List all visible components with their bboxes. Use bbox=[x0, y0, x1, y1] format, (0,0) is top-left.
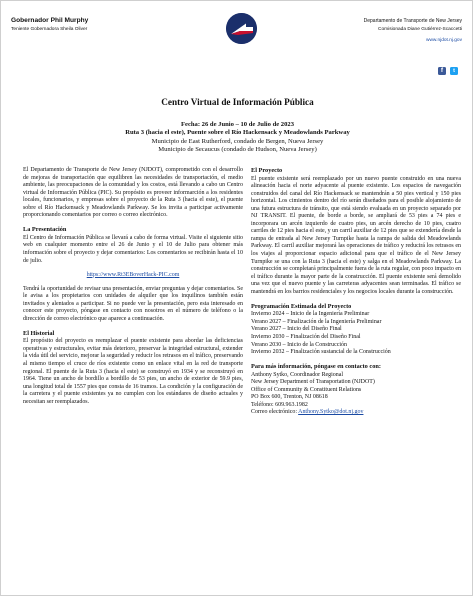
twitter-icon[interactable]: t bbox=[450, 67, 458, 75]
njdot-logo bbox=[226, 13, 257, 44]
contact-name: Anthony Sytko, Coordinador Regional bbox=[251, 371, 344, 378]
schedule-item: Verano 2027 – Finalización de la Ingeniería Preliminar bbox=[251, 318, 382, 325]
municipality-1: Municipio de East Rutherford, condado de Bergen, Nueva Jersey bbox=[151, 137, 324, 145]
presentation-heading: La Presentación bbox=[23, 226, 67, 234]
presentation-link[interactable]: https://www.Rt3EBoverHack-PIC.com bbox=[86, 271, 180, 278]
left-column bbox=[23, 167, 243, 413]
contact-block bbox=[251, 372, 461, 417]
schedule-item: Verano 2030 – Inicio de la Construcción bbox=[251, 341, 347, 348]
history-heading: El Historial bbox=[23, 329, 55, 337]
project-paragraph: El puente existente será reemplazado por un nuevo puente construido en una nueva alineación hacia el norte adyacente al puente existente. Los espacios de navegación construidos del canal del Río Hackensack se mantendrán a 50 pies vertical y 150 pies horizontal. Los cimientos dentro del río serán diseñados para el posible alojamiento de una futura estructura de tránsito, que está siendo evaluada en un proyecto separado por NJ TRANSIT. El puente, de borde a borde, se ampliará de 53 pies a 74 pies e incorporara un arcén izquierdo de cuatro pies, un arcén derecho de 10 pies, cuatro carriles de 12 pies hacia el este, y un carril auxiliar de 12 pies que se extendería desde la rampa de entrada al New Jersey Turnpike hasta la rampa de salida del Meadowlands Parkway. El carril auxiliar mejorará las operaciones de tráfico y reducirá los retrasos en los viajes al proporcionar espacio adicional para que el tráfico de el New Jersey Turnpike se una con la Ruta 3 (hacia el este) y salga en el Meadowlands Parkway. La construcción se completará principalmente fuera de la ruta regular, con poco impacto en el tráfico durante la mayor parte de la construcción. El puente existente será demolido una vez que el nuevo puente y las carreteras adyacentes sean terminadas. El tráfico se mantendrá en los barrios residenciales y los negocios locales durante la construcción. bbox=[251, 175, 461, 295]
project-heading: El Proyecto bbox=[251, 167, 283, 174]
project-route: Ruta 3 (hacia el este), Puente sobre el Río Hackensack y Meadowlands Parkway bbox=[125, 129, 350, 137]
website-link[interactable]: www.njdot.nj.gov bbox=[426, 38, 462, 43]
event-dates: Fecha: 26 de Junio – 10 de Julio de 2023 bbox=[180, 121, 294, 128]
social-icons bbox=[438, 67, 458, 75]
schedule-item: Invierno 2024 – Inicio de la Ingeniería Preliminar bbox=[251, 311, 370, 318]
presentation-paragraph: El Centro de Información Pública se llevará a cabo de forma virtual. Visite el siguiente sitio web en cualquier momento entre el 26 de Junio y el 10 de Julio para obtener más información sobre el proyecto y dejar comentarios: Los comentarios se recibirán hasta el 10 de julio. bbox=[23, 234, 243, 264]
history-paragraph: El propósito del proyecto es reemplazar el puente existente para abordar las deficiencias operativas y estructurales, evitar más deterioro, preservar la integridad estructural, extender la vida útil del servicio, mejorar la seguridad y reducir los retrasos en el tráfico, preservando al mismo tiempo el cruce de ríos existente como un enlace vital en la red de transporte regional. El puente de la Ruta 3 (hacia el este) se construyó en 1934 y se reconstruyó en 1964. Tiene un ancho de bordillo a bordillo de 53 pies, un ancho de exterior de 59.9 pies, una longitud total de 1557 pies que consta de 16 tramos. La condición y la configuración de la carretera y el puente existentes ya no cumplen con los estándares de diseño actuales y necesitan ser reemplazados. bbox=[23, 338, 243, 405]
schedule-item: Invierno 2032 – Finalización sustancial de la Construcción bbox=[251, 349, 391, 356]
right-column bbox=[251, 167, 461, 417]
municipality-2: Municipio de Secaucus (condado de Hudson, Nueva Jersey) bbox=[158, 145, 317, 153]
header-left bbox=[11, 17, 88, 32]
event-meta bbox=[1, 121, 473, 154]
schedule-list bbox=[251, 311, 461, 356]
contact-phone: Teléfono: 609.963.1982 bbox=[251, 401, 308, 408]
lt-governor-name: Teniente Gobernadora Sheila Oliver bbox=[11, 27, 88, 32]
contact-email-line bbox=[251, 409, 461, 417]
intro-paragraph: El Departamento de Transporte de New Jersey (NJDOT), comprometido con el desarrollo de mejoras de transportación que equilibren las necesidades de transportación, el medio ambiente, las preocupaciones de la comunidad y los costos, está llevando a cabo un Centro virtual de Información Pública (PIC). Su propósito es proveer informarción a los residentes locales, funcionarios, y empresas sobre el proyecto de la Ruta 3 (hacia el este), el puente sobre el Río Hackensack y Meadowlands Parkway. Se los invita a participar activamente proporcionando comentarios por correo o correo electrónico. bbox=[23, 167, 243, 219]
contact-address: PO Box 600, Trenton, NJ 08618 bbox=[251, 394, 328, 401]
contact-org: New Jersey Department of Transportation (NJDOT) bbox=[251, 379, 375, 386]
header-right bbox=[364, 18, 462, 43]
contact-office: Office of Community & Constituent Relations bbox=[251, 386, 362, 393]
facebook-icon[interactable]: f bbox=[438, 67, 446, 75]
page-title: Centro Virtual de Información Pública bbox=[161, 97, 314, 107]
commissioner-name: Comisionada Diane Gutiérrez-Scaccetti bbox=[378, 27, 462, 32]
schedule-item: Verano 2027 – Inicio del Diseño Final bbox=[251, 326, 342, 333]
participation-paragraph: Tendrá la oportunidad de revisar una presentación, enviar preguntas y dejar comentarios. Se le avisa a los propietarios con unidades de alquiler que los inquilinos también están invitados y alentados a participar. Si no puede ver la presentación, pero esta interesado en conocer este proyecto, póngase en contacto con nosotros en el número de teléfono o la dirección de correo electrónico que aparece a continuación. bbox=[23, 285, 243, 322]
contact-heading: Para más información, póngase en contacto con: bbox=[251, 363, 381, 371]
department-name: Departamento de Transporte de New Jersey bbox=[363, 18, 462, 24]
njdot-logo-icon bbox=[226, 13, 257, 44]
schedule-item: Invierno 2030 – Finalización del Diseño Final bbox=[251, 333, 361, 340]
contact-email-label: Correo electrónico: bbox=[251, 409, 299, 416]
schedule-heading: Programación Estimada del Proyecto bbox=[251, 302, 352, 310]
contact-email-link[interactable]: Anthony.Sytko@dot.nj.gov bbox=[298, 409, 364, 416]
governor-name: Gobernador Phil Murphy bbox=[11, 17, 89, 24]
